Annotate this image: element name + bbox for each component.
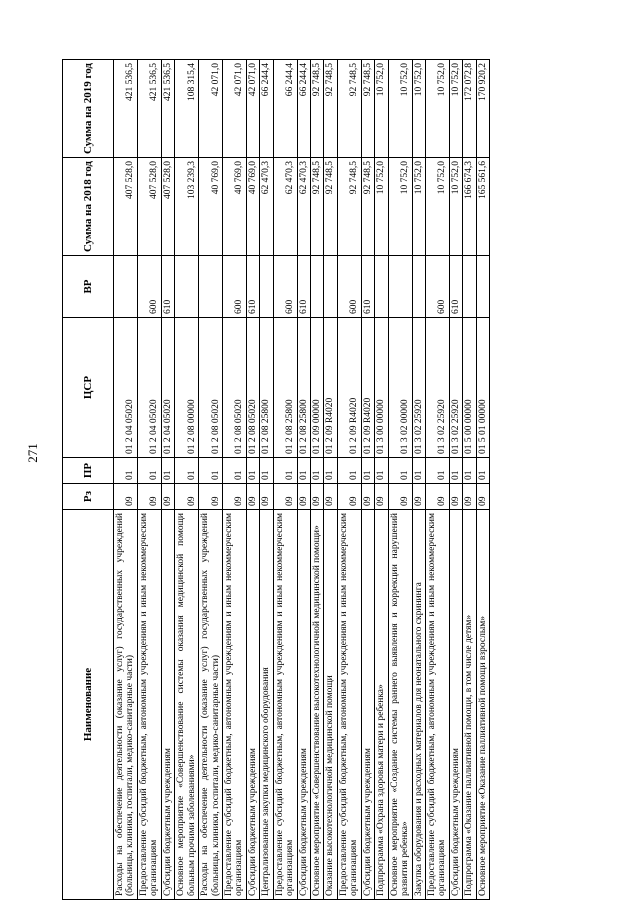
cell-name: Подпрограмма «Охрана здоровья матери и ребенка» (375, 510, 388, 900)
table-header (63, 60, 114, 900)
cell-name: Основное мероприятие «Совершенствование системы оказания медицинской помощи больным прочими заболеваниями» (175, 510, 199, 900)
cell-sum-2019: 172 072,8 (463, 60, 476, 158)
table-row (375, 60, 388, 900)
cell-name: Субсидии бюджетным учреждениям (361, 510, 374, 900)
cell-rz: 09 (273, 484, 297, 510)
cell-pr: 01 (412, 458, 425, 484)
cell-sum-2019: 92 748,5 (361, 60, 374, 158)
header-name: Наименование (63, 510, 114, 900)
cell-sum-2019: 66 244,4 (273, 60, 297, 158)
cell-vr: 600 (273, 256, 297, 318)
cell-vr (388, 256, 412, 318)
cell-rz: 09 (425, 484, 449, 510)
header-sum-2019: Сумма на 2019 год (63, 60, 114, 158)
cell-pr: 01 (199, 458, 223, 484)
cell-pr: 01 (175, 458, 199, 484)
cell-sum-2019: 66 244,4 (297, 60, 310, 158)
cell-vr (463, 256, 476, 318)
table-row (199, 60, 223, 900)
cell-vr (114, 256, 138, 318)
cell-pr: 01 (324, 458, 337, 484)
cell-name: Субсидии бюджетным учреждениям (449, 510, 462, 900)
cell-sum-2018: 407 528,0 (137, 158, 161, 256)
cell-rz: 09 (412, 484, 425, 510)
cell-name: Основное мероприятие «Создание системы раннего выявления и коррекции нарушений развития ребенка» (388, 510, 412, 900)
cell-pr: 01 (222, 458, 246, 484)
cell-sum-2019: 92 748,5 (337, 60, 361, 158)
table-row (337, 60, 361, 900)
cell-sum-2019: 42 071,0 (246, 60, 259, 158)
cell-csr: 01 2 09 00000 (311, 318, 324, 458)
header-rz: Рз (63, 484, 114, 510)
cell-sum-2018: 92 748,5 (311, 158, 324, 256)
table-row (425, 60, 449, 900)
cell-pr: 01 (476, 458, 489, 484)
cell-rz: 09 (476, 484, 489, 510)
cell-sum-2019: 10 752,0 (375, 60, 388, 158)
cell-rz: 09 (375, 484, 388, 510)
cell-pr: 01 (114, 458, 138, 484)
cell-csr: 01 2 09 R4020 (337, 318, 361, 458)
cell-pr: 01 (375, 458, 388, 484)
cell-vr (412, 256, 425, 318)
cell-rz: 09 (297, 484, 310, 510)
cell-rz: 09 (246, 484, 259, 510)
cell-sum-2019: 170 920,2 (476, 60, 489, 158)
cell-name: Оказание высокотехнологичной медицинской помощи (324, 510, 337, 900)
cell-vr (199, 256, 223, 318)
cell-rz: 09 (449, 484, 462, 510)
cell-rz: 09 (337, 484, 361, 510)
table-row (324, 60, 337, 900)
cell-vr: 610 (161, 256, 174, 318)
cell-sum-2019: 42 071,0 (222, 60, 246, 158)
cell-vr: 610 (246, 256, 259, 318)
cell-rz: 09 (175, 484, 199, 510)
cell-sum-2019: 10 752,0 (449, 60, 462, 158)
cell-sum-2018: 92 748,5 (337, 158, 361, 256)
cell-csr: 01 5 00 00000 (463, 318, 476, 458)
cell-csr: 01 2 04 05020 (137, 318, 161, 458)
header-vr: ВР (63, 256, 114, 318)
cell-sum-2019: 66 244,4 (260, 60, 273, 158)
cell-name: Расходы на обеспечение деятельности (оказание услуг) государственных учреждений (больницы, клиники, госпитали, медико-санитарные части) (114, 510, 138, 900)
cell-csr: 01 3 00 00000 (375, 318, 388, 458)
cell-csr: 01 2 09 R4020 (324, 318, 337, 458)
cell-name: Предоставление субсидий бюджетным, автономным учреждениям и иным некоммерческим организациям (425, 510, 449, 900)
cell-name: Предоставление субсидий бюджетным, автономным учреждениям и иным некоммерческим организациям (222, 510, 246, 900)
cell-vr: 600 (337, 256, 361, 318)
cell-sum-2019: 10 752,0 (425, 60, 449, 158)
cell-csr: 01 3 02 00000 (388, 318, 412, 458)
table-body (114, 60, 490, 900)
cell-pr: 01 (273, 458, 297, 484)
cell-name: Централизованные закупки медицинского оборудования (260, 510, 273, 900)
cell-vr (324, 256, 337, 318)
cell-pr: 01 (311, 458, 324, 484)
table-row (388, 60, 412, 900)
table-row (273, 60, 297, 900)
cell-vr (260, 256, 273, 318)
cell-sum-2019: 10 752,0 (412, 60, 425, 158)
header-row (63, 60, 114, 900)
cell-name: Субсидии бюджетным учреждениям (297, 510, 310, 900)
cell-pr: 01 (260, 458, 273, 484)
cell-name: Предоставление субсидий бюджетным, автономным учреждениям и иным некоммерческим организациям (137, 510, 161, 900)
cell-sum-2019: 42 071,0 (199, 60, 223, 158)
cell-sum-2018: 407 528,0 (161, 158, 174, 256)
cell-sum-2018: 92 748,5 (324, 158, 337, 256)
cell-sum-2018: 103 239,3 (175, 158, 199, 256)
cell-name: Расходы на обеспечение деятельности (оказание услуг) государственных учреждений (больницы, клиники, госпитали, медико-санитарные части) (199, 510, 223, 900)
cell-csr: 01 2 08 00000 (175, 318, 199, 458)
table-row (449, 60, 462, 900)
cell-sum-2018: 40 769,0 (222, 158, 246, 256)
cell-vr (175, 256, 199, 318)
cell-sum-2019: 92 748,5 (324, 60, 337, 158)
cell-vr: 610 (297, 256, 310, 318)
cell-vr: 600 (425, 256, 449, 318)
cell-rz: 09 (199, 484, 223, 510)
cell-sum-2018: 92 748,5 (361, 158, 374, 256)
cell-pr: 01 (425, 458, 449, 484)
table-row (412, 60, 425, 900)
cell-vr (476, 256, 489, 318)
cell-sum-2018: 10 752,0 (388, 158, 412, 256)
table-row (222, 60, 246, 900)
cell-pr: 01 (137, 458, 161, 484)
header-csr: ЦСР (63, 318, 114, 458)
cell-sum-2019: 10 752,0 (388, 60, 412, 158)
cell-vr: 610 (361, 256, 374, 318)
cell-vr: 600 (137, 256, 161, 318)
table-row (311, 60, 324, 900)
cell-sum-2018: 407 528,0 (114, 158, 138, 256)
table-row (260, 60, 273, 900)
cell-pr: 01 (161, 458, 174, 484)
cell-sum-2018: 40 769,0 (246, 158, 259, 256)
cell-pr: 01 (388, 458, 412, 484)
cell-rz: 09 (161, 484, 174, 510)
cell-name: Основное мероприятие «Совершенствование высокотехнологичной медицинской помощи» (311, 510, 324, 900)
cell-rz: 09 (463, 484, 476, 510)
cell-sum-2018: 40 769,0 (199, 158, 223, 256)
cell-sum-2018: 10 752,0 (449, 158, 462, 256)
cell-rz: 09 (222, 484, 246, 510)
cell-vr (311, 256, 324, 318)
cell-rz: 09 (388, 484, 412, 510)
cell-vr (375, 256, 388, 318)
table-row (246, 60, 259, 900)
cell-name: Основное мероприятие «Оказание паллиативной помощи взрослым» (476, 510, 489, 900)
cell-name: Предоставление субсидий бюджетным, автономным учреждениям и иным некоммерческим организациям (337, 510, 361, 900)
cell-csr: 01 2 09 R4020 (361, 318, 374, 458)
cell-sum-2019: 108 315,4 (175, 60, 199, 158)
cell-sum-2018: 62 470,3 (273, 158, 297, 256)
cell-csr: 01 2 04 05020 (114, 318, 138, 458)
cell-csr: 01 2 08 25800 (273, 318, 297, 458)
table-row (297, 60, 310, 900)
cell-csr: 01 5 01 00000 (476, 318, 489, 458)
page-number: 271 (25, 443, 40, 463)
cell-csr: 01 2 08 25800 (260, 318, 273, 458)
cell-vr: 600 (222, 256, 246, 318)
cell-rz: 09 (137, 484, 161, 510)
cell-name: Подпрограмма «Оказание паллиативной помощи, в том числе детям» (463, 510, 476, 900)
cell-csr: 01 2 08 25800 (297, 318, 310, 458)
rotated-page-content (62, 60, 562, 900)
cell-csr: 01 2 04 05020 (161, 318, 174, 458)
cell-sum-2018: 62 470,3 (260, 158, 273, 256)
cell-pr: 01 (337, 458, 361, 484)
cell-sum-2018: 166 674,3 (463, 158, 476, 256)
cell-csr: 01 3 02 25920 (449, 318, 462, 458)
budget-table (62, 59, 490, 900)
table-row (476, 60, 489, 900)
cell-name: Субсидии бюджетным учреждениям (246, 510, 259, 900)
cell-name: Предоставление субсидий бюджетным, автономным учреждениям и иным некоммерческим организациям (273, 510, 297, 900)
cell-name: Субсидии бюджетным учреждениям (161, 510, 174, 900)
cell-sum-2018: 10 752,0 (412, 158, 425, 256)
cell-sum-2018: 10 752,0 (375, 158, 388, 256)
cell-sum-2019: 421 536,5 (161, 60, 174, 158)
cell-sum-2019: 421 536,5 (114, 60, 138, 158)
table-row (137, 60, 161, 900)
cell-csr: 01 2 08 05020 (199, 318, 223, 458)
cell-csr: 01 2 08 05020 (222, 318, 246, 458)
header-pr: ПР (63, 458, 114, 484)
cell-csr: 01 3 02 25920 (412, 318, 425, 458)
cell-pr: 01 (297, 458, 310, 484)
cell-pr: 01 (246, 458, 259, 484)
cell-sum-2018: 10 752,0 (425, 158, 449, 256)
cell-rz: 09 (260, 484, 273, 510)
cell-rz: 09 (311, 484, 324, 510)
cell-sum-2019: 92 748,5 (311, 60, 324, 158)
cell-rz: 09 (361, 484, 374, 510)
cell-rz: 09 (114, 484, 138, 510)
header-sum-2018: Сумма на 2018 год (63, 158, 114, 256)
table-row (175, 60, 199, 900)
table-row (161, 60, 174, 900)
cell-csr: 01 2 08 05020 (246, 318, 259, 458)
cell-sum-2018: 165 561,6 (476, 158, 489, 256)
cell-pr: 01 (449, 458, 462, 484)
cell-name: Закупка оборудования и расходных материалов для неонатального скрининга (412, 510, 425, 900)
cell-pr: 01 (361, 458, 374, 484)
table-row (463, 60, 476, 900)
table-row (114, 60, 138, 900)
cell-sum-2018: 62 470,3 (297, 158, 310, 256)
cell-vr: 610 (449, 256, 462, 318)
cell-sum-2019: 421 536,5 (137, 60, 161, 158)
cell-rz: 09 (324, 484, 337, 510)
cell-pr: 01 (463, 458, 476, 484)
table-row (361, 60, 374, 900)
cell-csr: 01 3 02 25920 (425, 318, 449, 458)
